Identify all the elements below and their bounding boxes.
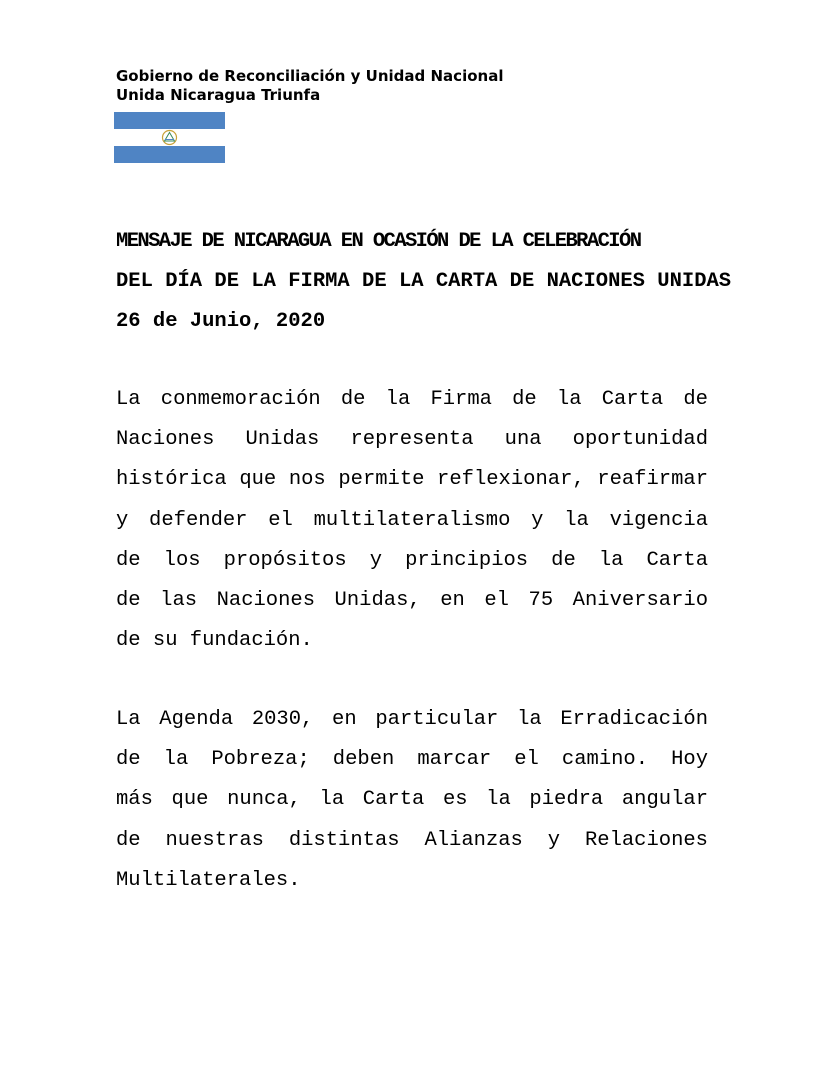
- paragraph-line: y defender el multilateralismo y la vigencia: [116, 508, 708, 532]
- paragraph-line: de su fundación.: [116, 629, 313, 653]
- paragraph-line: de la Pobreza; deben marcar el camino. Hoy: [116, 748, 708, 772]
- document-title: [116, 222, 731, 342]
- paragraph-line: de nuestras distintas Alianzas y Relaciones: [116, 828, 708, 852]
- paragraph-line: de los propósitos y principios de la Carta: [116, 548, 708, 572]
- paragraph-line: Naciones Unidas representa una oportunidad: [116, 428, 708, 452]
- title-line-2: DEL DÍA DE LA FIRMA DE LA CARTA DE NACIONES UNIDAS: [116, 270, 732, 293]
- government-header: [116, 67, 503, 105]
- paragraph-2: [116, 700, 708, 901]
- paragraph-line: histórica que nos permite reflexionar, reafirmar: [116, 468, 708, 492]
- paragraph-1: [116, 380, 708, 661]
- paragraph-line: La conmemoración de la Firma de la Carta de: [116, 388, 708, 411]
- title-date: 26 de Junio, 2020: [116, 310, 326, 333]
- header-line-1: Gobierno de Reconciliación y Unidad Nacional: [116, 67, 504, 85]
- nicaragua-flag-icon: [114, 112, 225, 163]
- paragraph-line: Multilaterales.: [116, 868, 301, 892]
- title-line-1: MENSAJE DE NICARAGUA EN OCASIÓN DE LA CELEBRACIÓN: [116, 230, 641, 253]
- header-line-2: Unida Nicaragua Triunfa: [116, 86, 321, 104]
- paragraph-line: de las Naciones Unidas, en el 75 Aniversario: [116, 588, 708, 612]
- paragraph-line: La Agenda 2030, en particular la Erradicación: [116, 708, 708, 731]
- paragraph-line: más que nunca, la Carta es la piedra angular: [116, 788, 708, 812]
